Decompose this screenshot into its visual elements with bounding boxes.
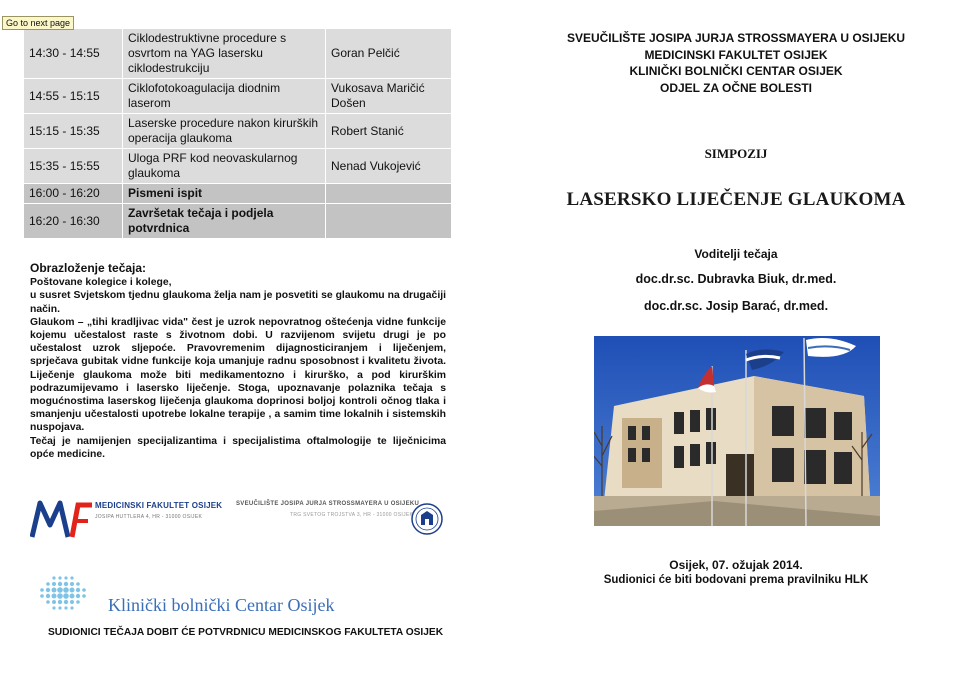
credits-note: Sudionici će biti bodovani prema pravilniku HLK	[603, 574, 869, 586]
kbc-osijek-logo-icon	[34, 572, 104, 616]
schedule-topic: Uloga PRF kod neovaskularnog glaukoma	[123, 149, 326, 184]
uni-address: TRG SVETOG TROJSTVA 3, HR - 31000 OSIJEK	[290, 512, 414, 518]
mf-address: JOSIPA HUTTLERA 4, HR - 31000 OSIJEK	[95, 514, 203, 520]
schedule-row	[24, 149, 452, 184]
rationale-heading: Obrazloženje tečaja:	[30, 261, 147, 275]
schedule-speaker	[326, 204, 452, 239]
leader-name: doc.dr.sc. Josip Barać, dr.med.	[643, 299, 829, 313]
hospital-building-photo	[594, 336, 880, 526]
institution-line: ODJEL ZA OČNE BOLESTI	[659, 80, 812, 95]
schedule-row	[24, 79, 452, 114]
schedule-time: 14:30 - 14:55	[24, 29, 123, 79]
schedule-speaker: Nenad Vukojević	[326, 149, 452, 184]
rationale-paragraph: Glaukom – „tihi kradljivac vida" čest je uzrok nepovratnog oštećenja vidne funkcije kojemu učestalost raste s životnom dobi. U razvijenom svijetu drugi je po učestalost uzrok sljepoće. Pravovremenim dijagnosticiranjem i liječenjem, sprječava gubitak vidne funkcije koja umanjuje radnu sposobnost i kvalitetu života. Liječenje glaukoma može biti medikamentozno i kirurško, a pod kirurškim podrazumijevamo i lasersko liječenje. Stoga, upoznavanje polaznika tečaja s mogućnostima laserskog liječenja glaukoma doprinosi boljoj kontroli očnog tlaka i smanjenju učestalosti upotrebe lokalne terapije , a samim time lokalnih i sistemskih nuspojava.	[30, 316, 446, 434]
university-seal-icon	[410, 497, 444, 541]
schedule-topic: Završetak tečaja i podjela potvrdnica	[123, 204, 326, 239]
schedule-time: 14:55 - 15:15	[24, 79, 123, 114]
schedule-time: 16:20 - 16:30	[24, 204, 123, 239]
rationale-section	[30, 262, 446, 461]
schedule-speaker: Vukosava Maričić Došen	[326, 79, 452, 114]
rationale-greeting: Poštovane kolegice i kolege,	[30, 277, 172, 289]
mf-name: MEDICINSKI FAKULTET OSIJEK	[95, 501, 223, 510]
schedule-row	[24, 29, 452, 79]
rationale-paragraph: Tečaj je namijenjen specijalizantima i specijalistima oftalmologije te liječnicima opće medicine.	[30, 435, 446, 460]
schedule-time: 16:00 - 16:20	[24, 184, 123, 204]
schedule-table	[23, 28, 452, 239]
institution-line: SVEUČILIŠTE JOSIPA JURJA STROSSMAYERA U OSIJEKU	[566, 31, 906, 45]
leader-name: doc.dr.sc. Dubravka Biuk, dr.med.	[635, 272, 837, 286]
institution-list	[500, 30, 972, 96]
schedule-topic: Ciklofotokoagulacija diodnim laserom	[123, 79, 326, 114]
schedule-topic: Pismeni ispit	[123, 184, 326, 204]
schedule-topic: Ciklodestruktivne procedure s osvrtom na YAG lasersku ciklodestrukciju	[123, 29, 326, 79]
leaders-label: Voditelji tečaja	[694, 247, 778, 261]
schedule-topic: Laserske procedure nakon kirurških operacija glaukoma	[123, 114, 326, 149]
kbc-name: Klinički bolnički Centar Osijek	[108, 595, 335, 615]
schedule-row	[24, 184, 452, 204]
schedule-speaker: Robert Stanić	[326, 114, 452, 149]
event-type: SIMPOZIJ	[704, 146, 768, 161]
schedule-speaker: Goran Pelčić	[326, 29, 452, 79]
symposium-title: LASERSKO LIJEČENJE GLAUKOMA	[566, 189, 906, 210]
institution-line: MEDICINSKI FAKULTET OSIJEK	[644, 47, 828, 62]
schedule-speaker	[326, 184, 452, 204]
uni-name: SVEUČILIŠTE JOSIPA JURJA STROSSMAYERA U OSIJEKU	[236, 501, 420, 507]
schedule-row	[24, 114, 452, 149]
next-page-tooltip: Go to next page	[2, 16, 74, 30]
schedule-time: 15:35 - 15:55	[24, 149, 123, 184]
certificate-note: SUDIONICI TEČAJA DOBIT ĆE POTVRDNICU MEDICINSKOG FAKULTETA OSIJEK	[48, 627, 444, 638]
event-date: Osijek, 07. ožujak 2014.	[669, 558, 803, 572]
schedule-row	[24, 204, 452, 239]
schedule-time: 15:15 - 15:35	[24, 114, 123, 149]
rationale-paragraph: u susret Svjetskom tjednu glaukoma želja nam je posvetiti se glaukomu na drugačiji način.	[30, 290, 446, 315]
institution-line: KLINIČKI BOLNIČKI CENTAR OSIJEK	[629, 64, 843, 79]
